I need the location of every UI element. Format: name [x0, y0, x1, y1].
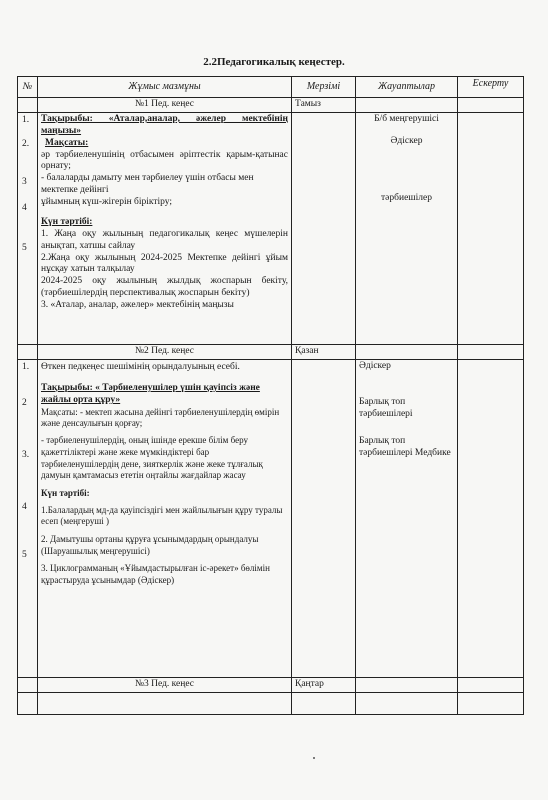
section-1-agenda-item: 1. Жаңа оқу жылының педагогикалық кеңес мүшелерін анықтап, хатшы сайлау: [41, 228, 288, 251]
section-2-agenda-item: 3. Циклограмманың «Ұйымдастырылған іс-әрекет» бөлімін құрастыруда ұсынымдар (Әдіскер): [41, 563, 270, 586]
section-1-agenda-item: 2.Жаңа оқу жылының 2024-2025 Мектепке дейінгі ұйым нұсқау хатын талқылау: [41, 252, 288, 275]
section-2-numbers: [18, 359, 38, 677]
responsible-person: Әдіскер: [390, 135, 423, 146]
section-3-body-row: [18, 692, 524, 714]
item-number: 4: [22, 202, 27, 213]
section-1-agenda-item: 3. «Аталар, аналар, әжелер» мектебінің маңызы: [41, 300, 234, 310]
item-number: 3.: [22, 449, 30, 460]
section-1-numbers: [18, 112, 38, 344]
header-date: Мерзімі: [292, 77, 356, 98]
speck-mark: [313, 757, 315, 759]
section-1-responsible: [356, 112, 458, 344]
section-2-topic: Тақырыбы: « Тәрбиеленушілер үшін қауіпсіз және жайлы орта құру»: [41, 383, 260, 406]
section-1-month: Тамыз: [292, 98, 356, 113]
section-2-month: Қазан: [292, 344, 356, 359]
item-number: 3: [22, 176, 27, 187]
responsible-person: Әдіскер: [359, 360, 391, 371]
section-2-goal: - тәрбиеленушілердің, оның ішінде ерекше білім беру қажеттіліктері және жеке мүмкіндіктері бар тәрбиеленушілердің дене, зияткерлік және жеке тұлғалық дамуын қамтамасыз ететін оңтайлы жағдайлар жасау: [41, 435, 263, 481]
header-content: Жұмыс мазмұны: [38, 77, 292, 98]
page-title: 2.2Педагогикалық кеңестер.: [203, 56, 345, 68]
section-1-body-row: [18, 112, 524, 344]
item-number: 2: [22, 397, 27, 408]
item-number: 2.: [22, 138, 30, 149]
section-1-header-row: [18, 98, 524, 113]
responsible-person: тәрбиешілер: [381, 192, 432, 203]
item-number: 5: [22, 242, 27, 253]
header-row: [18, 77, 524, 98]
pedagogical-councils-table: [17, 76, 524, 715]
responsible-person: Б/б меңгерушісі: [374, 113, 439, 124]
section-2-content: [38, 359, 292, 677]
section-3-name: №3 Пед. кеңес: [38, 677, 292, 692]
section-2-goal: Мақсаты: - мектеп жасына дейінгі тәрбиеленушілердің өмірін және денсаулығын қорғау;: [41, 406, 280, 429]
section-3-header-row: [18, 677, 524, 692]
section-1-content: [38, 112, 292, 344]
section-2-header-row: [18, 344, 524, 359]
responsible-person: Барлық топ тәрбиешілері: [359, 396, 413, 419]
responsible-person: Барлық топ тәрбиешілері Медбике: [359, 436, 451, 459]
section-2-name: №2 Пед. кеңес: [38, 344, 292, 359]
header-responsible: Жауаптылар: [356, 77, 458, 98]
section-1-agenda-item: 2024-2025 оқу жылының жылдық жоспарын бекіту, (тәрбиешілердің перспективалық жоспарын бекіту): [41, 276, 288, 299]
section-2-agenda-item: 2. Дамытушы ортаны құруға ұсынымдардың орындалуы (Шаруашылық меңгерушісі): [41, 533, 259, 556]
section-1-topic: Тақырыбы: «Аталар,аналар, әжелер мектебінің маңызы»: [41, 113, 288, 136]
item-number: 1.: [22, 114, 30, 125]
section-2-agenda-item: 1.Балалардың мд-да қауіпсіздігі мен жайлылығын құру туралы есеп (меңгеруші ): [41, 504, 283, 527]
section-1-goal: - балаларды дамыту мен тәрбиелеу үшін отбасы мен мектепке дейінгі: [41, 173, 254, 196]
header-num: №: [18, 77, 38, 98]
section-1-agenda-label: Күн тәртібі:: [41, 216, 93, 227]
item-number: 1.: [22, 361, 30, 372]
item-number: 5: [22, 549, 27, 560]
section-1-name: №1 Пед. кеңес: [38, 98, 292, 113]
item-number: 4: [22, 501, 27, 512]
section-1-goal: ұйымның күш-жігерін біріктіру;: [41, 197, 173, 207]
header-note: Ескерту: [458, 77, 524, 98]
section-1-goal: әр тәрбиеленушінің отбасымен әріптестік қарым-қатынас орнату;: [41, 149, 288, 172]
section-3-month: Қаңтар: [292, 677, 356, 692]
section-2-item: Өткен педкеңес шешімінің орындалуының есебі.: [41, 361, 240, 372]
section-2-responsible: [356, 359, 458, 677]
section-1-goal-label: Мақсаты:: [45, 137, 89, 148]
section-2-body-row: [18, 359, 524, 677]
section-2-agenda-label: Күн тәртібі:: [41, 487, 90, 498]
